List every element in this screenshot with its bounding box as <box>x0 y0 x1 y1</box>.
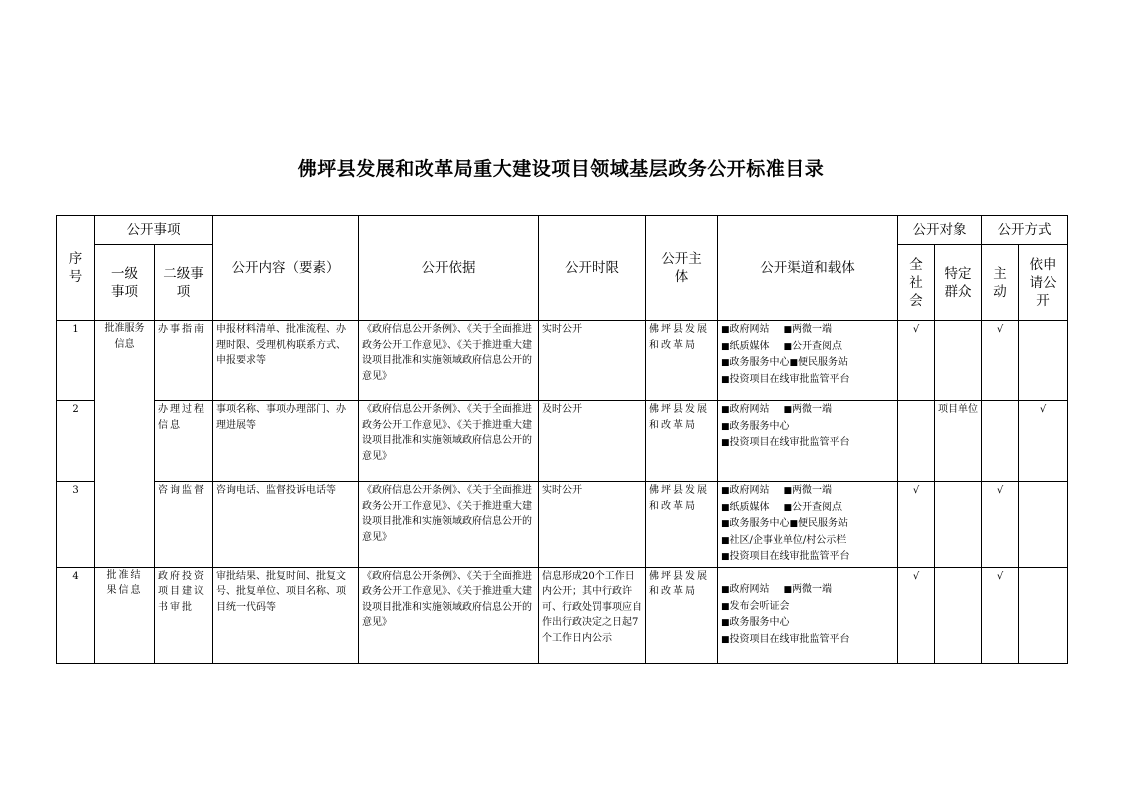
header-on-request: 依申请公开 <box>1019 245 1068 321</box>
content-cell: 审批结果、批复时间、批复文号、批复单位、项目名称、项目统一代码等 <box>213 567 359 663</box>
header-level2: 二级事项 <box>155 245 213 321</box>
header-basis: 公开依据 <box>359 216 539 321</box>
header-active: 主动 <box>982 245 1019 321</box>
specific-groups-cell <box>935 482 982 568</box>
header-whole-society: 全社会 <box>898 245 935 321</box>
header-level1: 一级事项 <box>95 245 155 321</box>
channels-cell: ■政府网站 ■两微一端 ■纸质媒体 ■公开查阅点 ■政务服务中心■便民服务站 ■社区/企事业单位/村公示栏 ■投资项目在线审批监管平台 <box>718 482 898 568</box>
header-method-group: 公开方式 <box>982 216 1068 245</box>
channels-cell: ■政府网站 ■两微一端 ■发布会听证会 ■政务服务中心 ■投资项目在线审批监管平台 <box>718 567 898 663</box>
basis-cell: 《政府信息公开条例》、《关于全面推进政务公开工作意见》、《关于推进重大建设项目批准和实施领域政府信息公开的意见》 <box>359 482 539 568</box>
active-cell <box>982 401 1019 482</box>
on-request-cell <box>1019 321 1068 401</box>
time-limit-cell: 信息形成20个工作日内公开；其中行政许可、行政处罚事项应自作出行政决定之日起7个工作日内公示 <box>539 567 646 663</box>
active-check: √ <box>982 567 1019 663</box>
header-channels: 公开渠道和载体 <box>718 216 898 321</box>
level2-cell: 办事指南 <box>155 321 213 401</box>
row-seq: 2 <box>57 401 95 482</box>
header-target-group: 公开对象 <box>898 216 982 245</box>
level2-cell: 政府投资项目建议书审批 <box>155 567 213 663</box>
whole-society-cell <box>898 401 935 482</box>
table-row <box>57 567 1068 663</box>
row-seq: 4 <box>57 567 95 663</box>
subject-cell: 佛坪县发展和改革局 <box>646 567 718 663</box>
subject-cell: 佛坪县发展和改革局 <box>646 482 718 568</box>
content-cell: 事项名称、事项办理部门、办理进展等 <box>213 401 359 482</box>
active-check: √ <box>982 321 1019 401</box>
basis-cell: 《政府信息公开条例》、《关于全面推进政务公开工作意见》、《关于推进重大建设项目批准和实施领域政府信息公开的意见》 <box>359 567 539 663</box>
channels-cell: ■政府网站 ■两微一端 ■政务服务中心 ■投资项目在线审批监管平台 <box>718 401 898 482</box>
catalog-table <box>56 215 1068 664</box>
whole-society-check: √ <box>898 321 935 401</box>
row-seq: 3 <box>57 482 95 568</box>
header-time-limit: 公开时限 <box>539 216 646 321</box>
header-subject: 公开主体 <box>646 216 718 321</box>
time-limit-cell: 实时公开 <box>539 321 646 401</box>
basis-cell: 《政府信息公开条例》、《关于全面推进政务公开工作意见》、《关于推进重大建设项目批准和实施领域政府信息公开的意见》 <box>359 401 539 482</box>
channels-cell: ■政府网站 ■两微一端 ■纸质媒体 ■公开查阅点 ■政务服务中心■便民服务站 ■投资项目在线审批监管平台 <box>718 321 898 401</box>
on-request-cell <box>1019 567 1068 663</box>
subject-cell: 佛坪县发展和改革局 <box>646 401 718 482</box>
specific-groups-cell <box>935 567 982 663</box>
time-limit-cell: 实时公开 <box>539 482 646 568</box>
specific-groups-cell: 项目单位 <box>935 401 982 482</box>
content-cell: 申报材料清单、批准流程、办理时限、受理机构联系方式、申报要求等 <box>213 321 359 401</box>
level2-cell: 办理过程信息 <box>155 401 213 482</box>
table-row <box>57 321 1068 401</box>
time-limit-cell: 及时公开 <box>539 401 646 482</box>
content-cell: 咨询电话、监督投诉电话等 <box>213 482 359 568</box>
on-request-cell <box>1019 482 1068 568</box>
header-specific-groups: 特定群众 <box>935 245 982 321</box>
row-seq: 1 <box>57 321 95 401</box>
level2-cell: 咨询监督 <box>155 482 213 568</box>
active-check: √ <box>982 482 1019 568</box>
level1-cell: 批准服务信息 <box>95 321 155 568</box>
basis-cell: 《政府信息公开条例》、《关于全面推进政务公开工作意见》、《关于推进重大建设项目批准和实施领域政府信息公开的意见》 <box>359 321 539 401</box>
header-content: 公开内容（要素） <box>213 216 359 321</box>
table-row <box>57 401 1068 482</box>
level1-cell: 批准结果信息 <box>95 567 155 663</box>
on-request-check: √ <box>1019 401 1068 482</box>
header-items-group: 公开事项 <box>95 216 213 245</box>
specific-groups-cell <box>935 321 982 401</box>
header-seq: 序号 <box>57 216 95 321</box>
whole-society-check: √ <box>898 482 935 568</box>
subject-cell: 佛坪县发展和改革局 <box>646 321 718 401</box>
whole-society-check: √ <box>898 567 935 663</box>
table-row <box>57 482 1068 568</box>
page-title: 佛坪县发展和改革局重大建设项目领域基层政务公开标准目录 <box>297 158 825 180</box>
